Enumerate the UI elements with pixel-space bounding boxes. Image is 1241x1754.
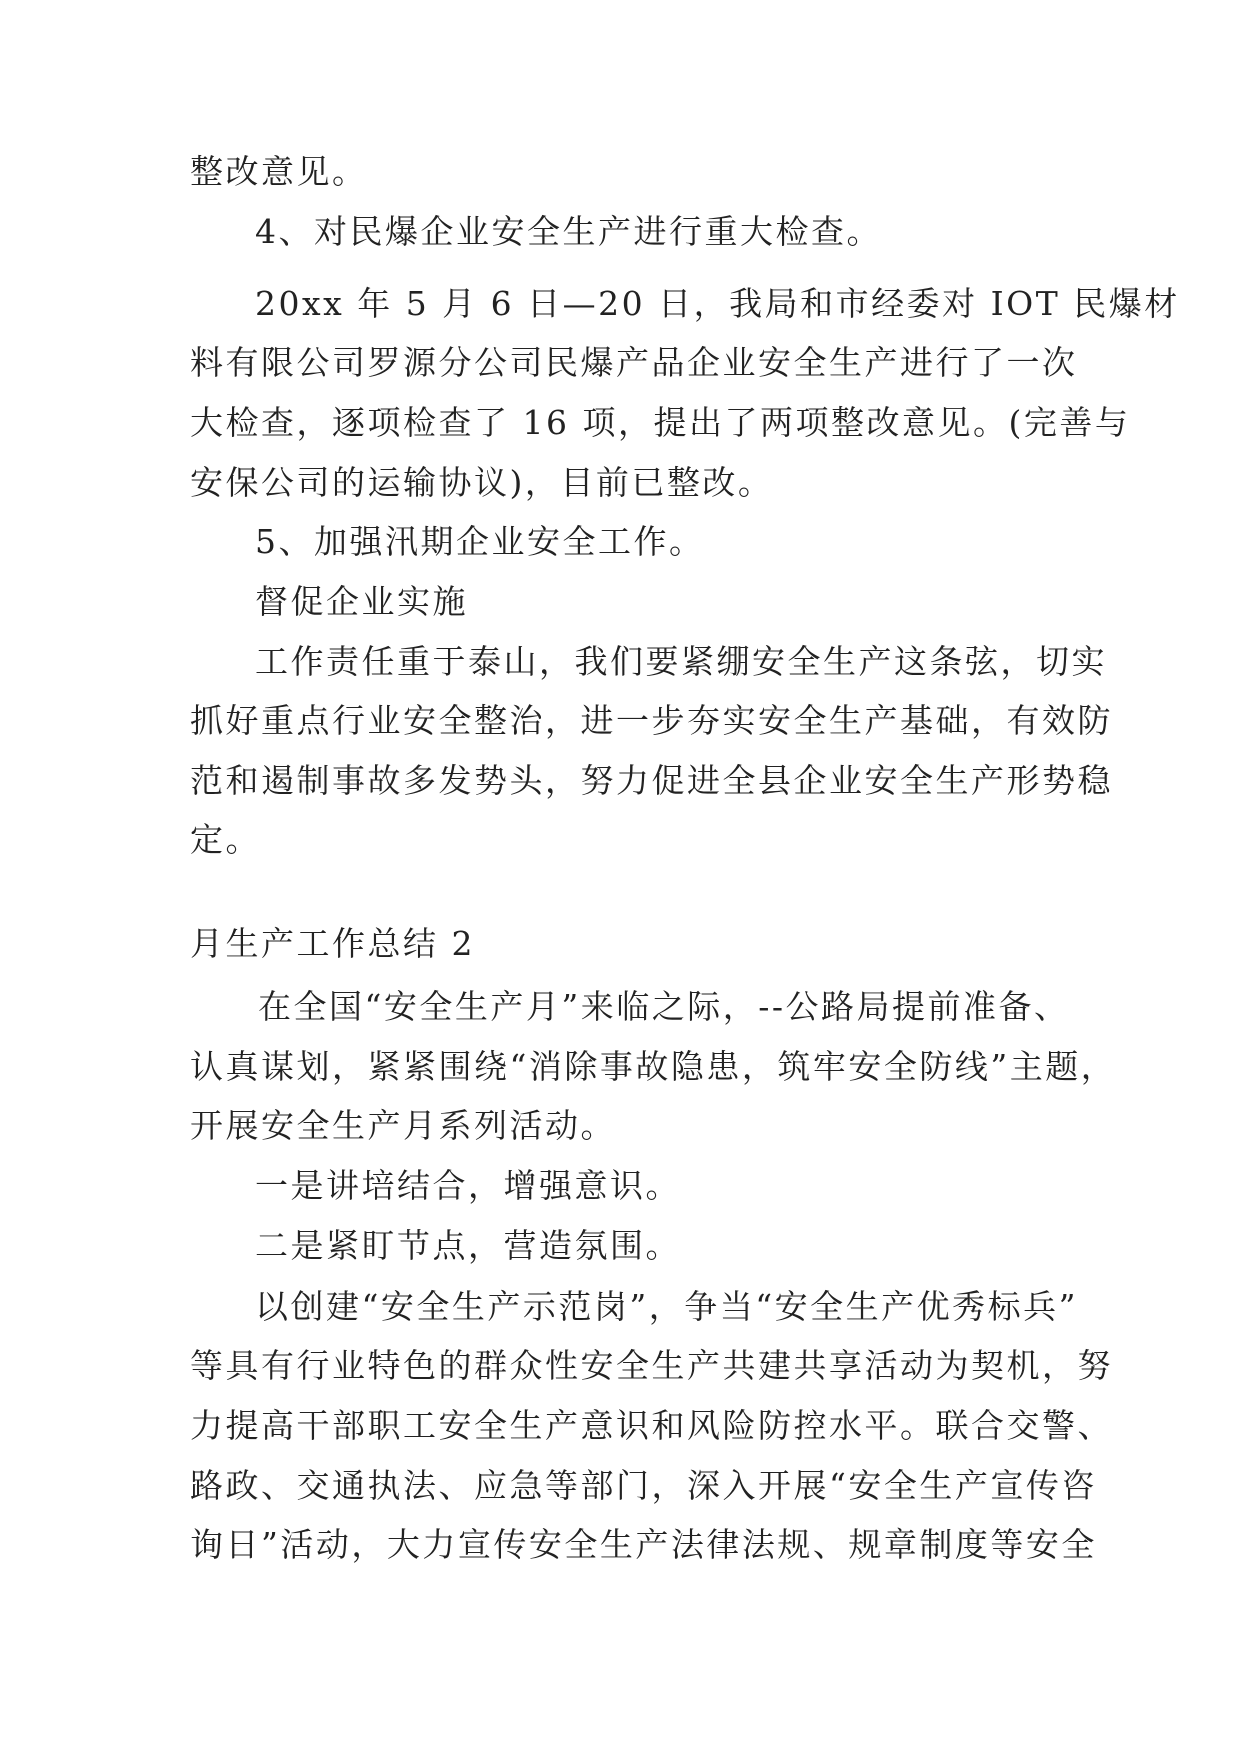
text-line: 整改意见。 — [190, 152, 368, 191]
text-line: 认真谋划，紧紧围绕“消除事故隐患，筑牢安全防线”主题， — [190, 1047, 1117, 1086]
text-line: 料有限公司罗源分公司民爆产品企业安全生产进行了一次 — [190, 343, 1078, 382]
text-line: 大检查，逐项检查了 16 项，提出了两项整改意见。(完善与 — [190, 403, 1131, 442]
text-line: 安保公司的运输协议)，目前已整改。 — [190, 463, 774, 502]
text-line: 开展安全生产月系列活动。 — [190, 1106, 616, 1145]
text-line: 4、对民爆企业安全生产进行重大检查。 — [255, 212, 882, 251]
text-line: 二是紧盯节点，营造氛围。 — [255, 1226, 681, 1265]
text-line: 督促企业实施 — [255, 582, 468, 621]
text-line: 以创建“安全生产示范岗”，争当“安全生产优秀标兵” — [255, 1287, 1078, 1326]
text-line: 一是讲培结合，增强意识。 — [255, 1166, 681, 1205]
text-line: 询日”活动，大力宣传安全生产法律法规、规章制度等安全 — [190, 1525, 1097, 1564]
text-line: 工作责任重于泰山，我们要紧绷安全生产这条弦，切实 — [255, 642, 1107, 681]
text-line: 5、加强汛期企业安全工作。 — [255, 522, 705, 561]
text-line: 路政、交通执法、应急等部门，深入开展“安全生产宣传咨 — [190, 1466, 1097, 1505]
text-line: 抓好重点行业安全整治，进一步夯实安全生产基础，有效防 — [190, 701, 1113, 740]
text-line: 范和遏制事故多发势头，努力促进全县企业安全生产形势稳 — [190, 761, 1113, 800]
text-line: 在全国“安全生产月”来临之际，--公路局提前准备、 — [258, 987, 1070, 1026]
text-line: 20xx 年 5 月 6 日—20 日，我局和市经委对 IOT 民爆材 — [255, 284, 1180, 323]
text-line: 定。 — [190, 820, 261, 859]
text-line: 力提高干部职工安全生产意识和风险防控水平。联合交警、 — [190, 1406, 1113, 1445]
section-heading: 月生产工作总结 2 — [190, 924, 475, 963]
text-line: 等具有行业特色的群众性安全生产共建共享活动为契机，努 — [190, 1346, 1113, 1385]
